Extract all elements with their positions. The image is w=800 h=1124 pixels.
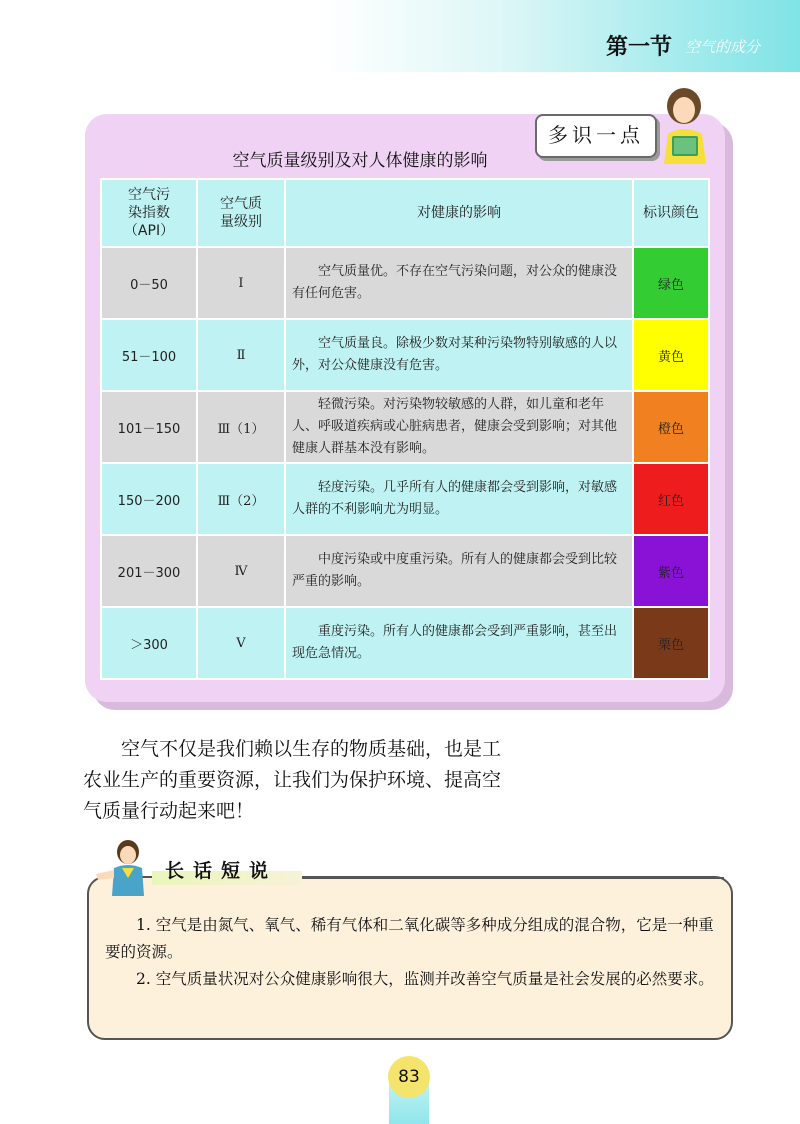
table-row bbox=[101, 247, 709, 319]
effect-cell bbox=[285, 463, 633, 535]
header-api-line: 染指数 bbox=[128, 205, 170, 221]
paragraph-line: 气质量行动起来吧！ bbox=[83, 800, 255, 822]
table-row bbox=[101, 391, 709, 463]
info-tag-label: 多识一点 bbox=[548, 123, 644, 147]
summary-header-line bbox=[300, 877, 724, 879]
api-cell: 201－300 bbox=[101, 535, 197, 607]
effect-cell bbox=[285, 391, 633, 463]
header-api bbox=[101, 179, 197, 247]
effect-text: 轻微污染。对污染物较敏感的人群，如儿童和老年人、呼吸道疾病或心脏病患者，健康会受到影响；对其他健康人群基本没有影响。 bbox=[292, 397, 618, 456]
section-subtitle: 空气的成分 bbox=[685, 38, 761, 56]
effect-cell bbox=[285, 319, 633, 391]
header-api-line: 空气污 bbox=[128, 187, 170, 203]
color-cell: 绿色 bbox=[633, 247, 709, 319]
color-cell: 栗色 bbox=[633, 607, 709, 679]
body-paragraph bbox=[83, 734, 513, 827]
level-cell: Ⅰ bbox=[197, 247, 285, 319]
level-cell: Ⅲ（2） bbox=[197, 463, 285, 535]
header-level-line: 量级别 bbox=[220, 214, 262, 230]
level-cell: Ⅴ bbox=[197, 607, 285, 679]
summary-item: 1. 空气是由氮气、氧气、稀有气体和二氧化碳等多种成分组成的混合物，它是一种重要的资源。 bbox=[105, 916, 714, 961]
paragraph-line: 农业生产的重要资源，让我们为保护环境、提高空 bbox=[83, 769, 502, 791]
summary-text bbox=[105, 912, 717, 993]
table-row bbox=[101, 607, 709, 679]
table-row bbox=[101, 319, 709, 391]
page-number: 83 bbox=[388, 1056, 430, 1098]
color-cell: 紫色 bbox=[633, 535, 709, 607]
summary-heading: 长话短说 bbox=[165, 860, 278, 882]
section-title: 第一节 bbox=[606, 35, 673, 60]
girl-reading-illustration bbox=[654, 84, 718, 166]
effect-text: 空气质量优。不存在空气污染问题，对公众的健康没有任何危害。 bbox=[292, 264, 618, 301]
api-cell: 150－200 bbox=[101, 463, 197, 535]
table-row bbox=[101, 463, 709, 535]
summary-item: 2. 空气质量状况对公众健康影响很大，监测并改善空气质量是社会发展的必然要求。 bbox=[136, 970, 714, 988]
effect-text: 空气质量良。除极少数对某种污染物特别敏感的人以外，对公众健康没有危害。 bbox=[292, 336, 618, 373]
effect-cell bbox=[285, 247, 633, 319]
level-cell: Ⅱ bbox=[197, 319, 285, 391]
table-header-row bbox=[101, 179, 709, 247]
effect-text: 轻度污染。几乎所有人的健康都会受到影响，对敏感人群的不利影响尤为明显。 bbox=[292, 480, 618, 517]
table-row bbox=[101, 535, 709, 607]
api-cell: 51－100 bbox=[101, 319, 197, 391]
header-api-line: （API） bbox=[123, 223, 175, 239]
color-cell: 红色 bbox=[633, 463, 709, 535]
table-title: 空气质量级别及对人体健康的影响 bbox=[232, 151, 488, 171]
aqi-table bbox=[100, 178, 710, 680]
api-cell: ＞300 bbox=[101, 607, 197, 679]
effect-cell bbox=[285, 607, 633, 679]
color-cell: 橙色 bbox=[633, 391, 709, 463]
header-band bbox=[0, 0, 800, 72]
effect-text: 重度污染。所有人的健康都会受到严重影响，甚至出现危急情况。 bbox=[292, 624, 618, 661]
level-cell: Ⅳ bbox=[197, 535, 285, 607]
header-color: 标识颜色 bbox=[633, 179, 709, 247]
api-cell: 0－50 bbox=[101, 247, 197, 319]
effect-text: 中度污染或中度重污染。所有人的健康都会受到比较严重的影响。 bbox=[292, 552, 618, 589]
api-cell: 101－150 bbox=[101, 391, 197, 463]
header-level-line: 空气质 bbox=[220, 196, 262, 212]
level-cell: Ⅲ（1） bbox=[197, 391, 285, 463]
paragraph-line: 空气不仅是我们赖以生存的物质基础，也是工 bbox=[121, 738, 502, 760]
effect-cell bbox=[285, 535, 633, 607]
color-cell: 黄色 bbox=[633, 319, 709, 391]
header-level bbox=[197, 179, 285, 247]
header-effect: 对健康的影响 bbox=[285, 179, 633, 247]
student-illustration bbox=[92, 838, 152, 898]
